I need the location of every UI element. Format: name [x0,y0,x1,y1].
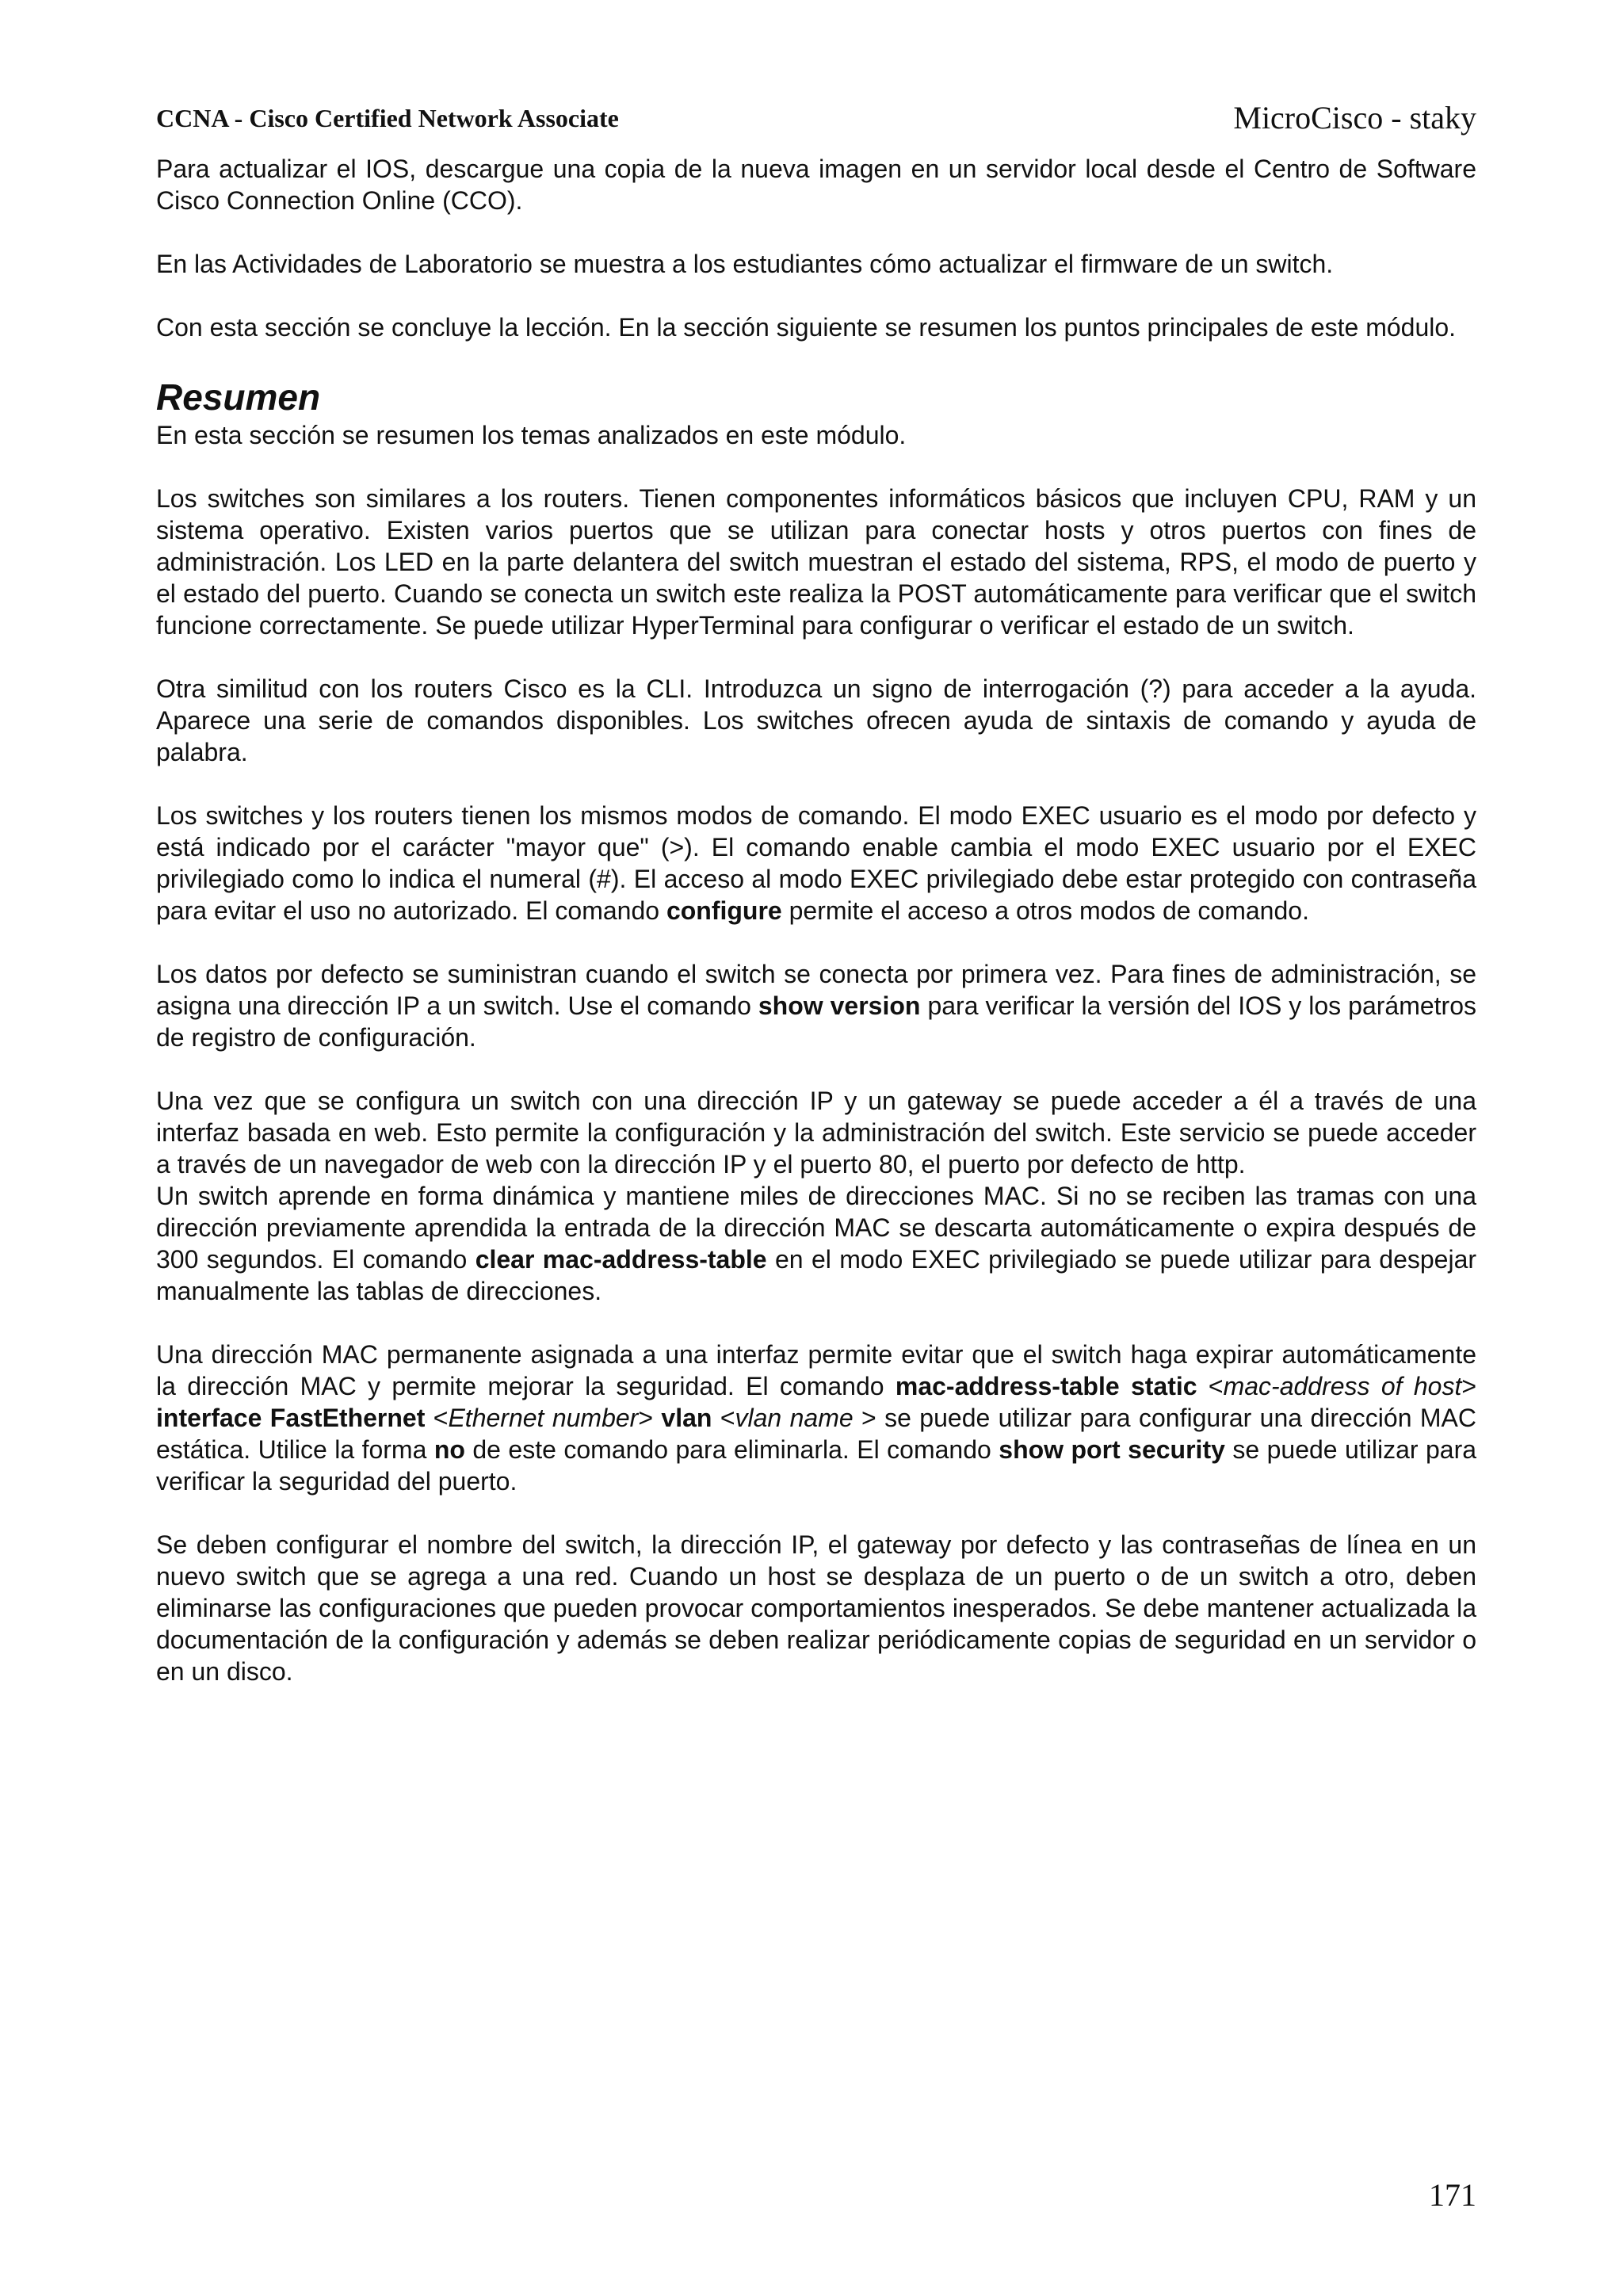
paragraph-ios-update: Para actualizar el IOS, descargue una copia de la nueva imagen en un servidor local desde el Centro de Software Cisco Connection Online (CCO). [156,155,1476,215]
command-no: no [433,1435,465,1464]
command-clear-mac-address-table: clear mac-address-table [475,1245,767,1274]
paragraph-mac-learning: Un switch aprende en forma dinámica y mantiene miles de direcciones MAC. Si no se reciben las tramas con una dirección previamente aprendida la entrada de la dirección MAC se descarta automáticamente o expira después de 300 segundos. El comando clear mac-address-table en el modo EXEC privilegiado se puede utilizar para despejar manualmente las tablas de direcciones. [156,1182,1477,1305]
paragraph-lab-activities: En las Actividades de Laboratorio se muestra a los estudiantes cómo actualizar el firmware de un switch. [156,250,1334,278]
paragraph-web-interface: Una vez que se configura un switch con una dirección IP y un gateway se puede acceder a él a través de una interfaz basada en web. Esto permite la configuración y la administración del switch. Este servicio se puede acceder a través de un navegador de web con la dirección IP y el puerto 80, el puerto por defecto de http. [156,1087,1476,1179]
paragraph-static-mac: Una dirección MAC permanente asignada a una interfaz permite evitar que el switch haga expirar automáticamente la dirección MAC y permite mejorar la seguridad. El comando mac-address-table static <mac-address of host> interface FastEthernet <Ethernet number> vlan <vlan name > se puede utilizar para configurar una dirección MAC estática. Utilice la forma no de este comando para eliminarla. El comando show port security se puede utilizar para verificar la seguridad del puerto. [156,1340,1477,1496]
paragraph-cli-help: Otra similitud con los routers Cisco es la CLI. Introduzca un signo de interrogación (?) para acceder a la ayuda. Aparece una serie de comandos disponibles. Los switches ofrecen ayuda de sintaxis de comando y ayuda de palabra. [156,674,1476,766]
command-show-port-security: show port security [999,1435,1225,1464]
command-vlan: vlan [661,1404,712,1432]
command-mac-address-table-static: mac-address-table static [895,1372,1197,1400]
document-body [156,153,1476,1719]
header-author: MicroCisco - staky [1233,100,1476,136]
paragraph-lesson-conclusion: Con esta sección se concluye la lección. En la sección siguiente se resumen los puntos principales de este módulo. [156,313,1457,342]
command-show-version: show version [758,991,921,1020]
paragraph-default-data: Los datos por defecto se suministran cuando el switch se conecta por primera vez. Para fines de administración, se asigna una dirección IP a un switch. Use el comando show version para verificar la versión del IOS y los parámetros de registro de configuración. [156,960,1477,1052]
page-header [156,98,1476,139]
command-configure: configure [666,896,782,925]
page-number: 171 [1429,2177,1476,2213]
paragraph-new-switch-config: Se deben configurar el nombre del switch, la dirección IP, el gateway por defecto y las contraseñas de línea en un nuevo switch que se agrega a una red. Cuando un host se desplaza de un puerto o de un switch a otro, deben eliminarse las configuraciones que pueden provocar comportamientos inesperados. Se debe mantener actualizada la documentación de la configuración y además se deben realizar periódicamente copias de seguridad en un servidor o en un disco. [156,1530,1476,1686]
section-heading: Resumen [156,376,321,418]
paragraph-command-modes: Los switches y los routers tienen los mismos modos de comando. El modo EXEC usuario es el modo por defecto y está indicado por el carácter "mayor que" (>). El comando enable cambia el modo EXEC usuario por el EXEC privilegiado como lo indica el numeral (#). El acceso al modo EXEC privilegiado debe estar protegido con contraseña para evitar el uso no autorizado. El comando configure permite el acceso a otros modos de comando. [156,801,1476,925]
paragraph-switch-components: Los switches son similares a los routers. Tienen componentes informáticos básicos que incluyen CPU, RAM y un sistema operativo. Existen varios puertos que se utilizan para conectar hosts y otros puertos con fines de administración. Los LED en la parte delantera del switch muestran el estado del sistema, RPS, el modo de puerto y el estado del puerto. Cuando se conecta un switch este realiza la POST automáticamente para verificar que el switch funcione correctamente. Se puede utilizar HyperTerminal para configurar o verificar el estado de un switch. [156,484,1476,640]
command-interface-fastethernet: interface FastEthernet [156,1404,426,1432]
header-course-title: CCNA - Cisco Certified Network Associate [156,104,619,132]
paragraph-summary-intro: En esta sección se resumen los temas analizados en este módulo. [156,421,907,449]
